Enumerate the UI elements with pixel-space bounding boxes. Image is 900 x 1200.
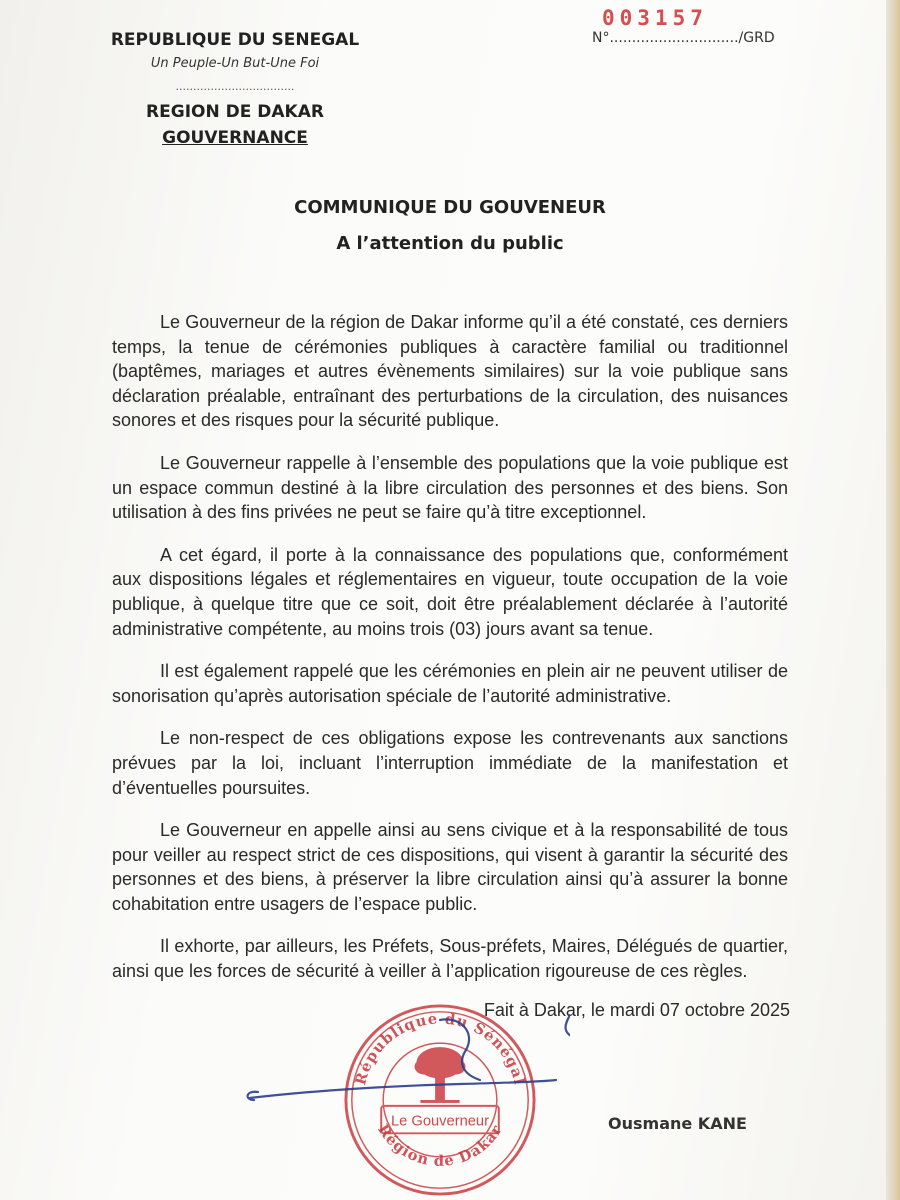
body-paragraph: Le Gouverneur en appelle ainsi au sens civique et à la responsabilité de tous pour veiller au respect strict de ces dispositions, qui visent à garantir la sécurité des personnes et des biens, à préserver la libre circulation ainsi qu’à assurer la bonne cohabitation entre usagers de l’espace public. bbox=[112, 820, 788, 914]
handwritten-signature bbox=[240, 1010, 570, 1110]
seal-bottom-text: Région de Dakar bbox=[374, 1121, 506, 1170]
seal-top-text: République du Sénégal bbox=[352, 1010, 528, 1087]
place-and-date: Fait à Dakar, le mardi 07 octobre 2025 bbox=[483, 1000, 790, 1020]
document-body bbox=[112, 310, 788, 1002]
document-subtitle: A l’attention du public bbox=[336, 233, 564, 254]
body-paragraph: Le Gouverneur rappelle à l’ensemble des populations que la voie publique est un espace commun destiné à la libre circulation des personnes et des biens. Son utilisation à des fins privées ne peut se faire qu’à titre exceptionnel. bbox=[112, 452, 788, 523]
body-paragraph: Le non-respect de ces obligations expose les contrevenants aux sanctions prévues par la loi, incluant l’interruption immédiate de la manifestation et d’éventuelles poursuites. bbox=[112, 728, 788, 798]
republic-heading: REPUBLIQUE DU SENEGAL bbox=[110, 30, 360, 50]
office-heading: GOUVERNANCE bbox=[162, 128, 308, 148]
body-paragraph: Il est également rappelé que les cérémonies en plein air ne peuvent utiliser de sonorisation qu’après autorisation spéciale de l’autorité administrative. bbox=[112, 661, 788, 706]
header-separator: .................................. bbox=[175, 80, 295, 93]
reference-number-line: N°............................./GRD bbox=[592, 30, 775, 46]
national-motto: Un Peuple-Un But-Une Foi bbox=[150, 56, 320, 71]
body-paragraph: Il exhorte, par ailleurs, les Préfets, Sous-préfets, Maires, Délégués de quartier, ainsi que les forces de sécurité à veiller à l’application rigoureuse de ces règles. bbox=[112, 936, 788, 982]
seal-center-text: Le Gouverneur bbox=[391, 1113, 489, 1130]
document-title: COMMUNIQUE DU GOUVENEUR bbox=[294, 197, 606, 218]
page-edge bbox=[886, 0, 900, 1200]
signatory-name: Ousmane KANE bbox=[608, 1114, 747, 1133]
registration-number-stamp: 003157 bbox=[602, 6, 708, 30]
region-heading: REGION DE DAKAR bbox=[146, 102, 324, 122]
body-paragraph: A cet égard, il porte à la connaissance des populations que, conformément aux dispositions légales et réglementaires en vigueur, toute occupation de la voie publique, à quelque titre que ce soit, doit être préalablement déclarée à l’autorité administrative compétente, au moins trois (03) jours avant sa tenue. bbox=[112, 544, 788, 639]
body-paragraph: Le Gouverneur de la région de Dakar informe qu’il a été constaté, ces derniers temps, la tenue de cérémonies publiques à caractère familial ou traditionnel (baptêmes, mariages et autres évènements similaires) sur la voie publique sans déclaration préalable, entraînant des perturbations de la circulation, des nuisances sonores et des risques pour la sécurité publique. bbox=[112, 312, 788, 431]
